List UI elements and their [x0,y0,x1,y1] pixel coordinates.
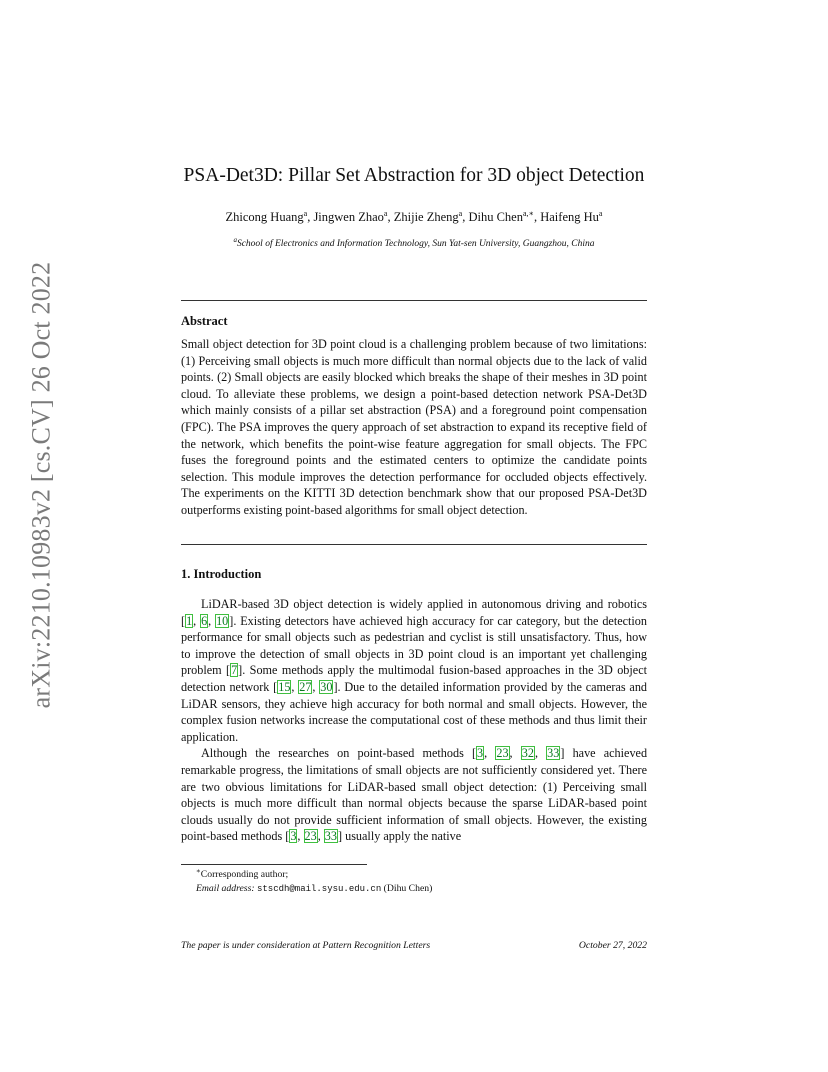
citation-link[interactable]: 32 [521,746,534,761]
citation-group: [15, 27, 30] [273,679,338,694]
arxiv-identifier[interactable]: arXiv:2210.10983v2 [cs.CV] 26 Oct 2022 [26,261,55,709]
footer-date: October 27, 2022 [578,940,647,951]
citation-link[interactable]: 1 [186,613,193,628]
citation-link[interactable]: 7 [231,663,238,678]
abstract-text: Small object detection for 3D point cloud is a challenging problem because of two limitations: (1) Perceiving small objects is much more difficult than normal objects due to the lack of valid points. (2) Small objects are easily blocked which breaks the shape of their meshes in 3D point cloud. To alleviate these problems, we design a point-based detection network PSA-Det3D which mainly consists of a pillar set abstraction (PSA) and a foreground point compensation (FPC). The PSA improves the query approach of set abstraction to expand its receptive field of the network, which benefits the point-wise feature aggregation for small objects. The FPC fuses the foreground points and the estimated centers to optimize the candidate points selection. This module improves the detection performance for occluded objects effectively. The experiments on the KITTI 3D detection benchmark show that our proposed PSA-Det3D outperforms existing point-based algorithms for small object detection. [181,337,647,517]
citation-link[interactable]: 23 [304,829,317,844]
author-2: Jingwen Zhao$^a$, [313,208,394,224]
author-list [0,210,828,225]
citation-group: [3, 23, 32, 33] [471,746,565,761]
footnote [181,868,647,896]
citation-link[interactable]: 15 [278,679,291,694]
arxiv-side-stamp [16,261,66,709]
citation-group: [1, 6, 10] [181,613,234,628]
author-5: Haifeng Hu$^a$ [540,208,603,224]
citation-link[interactable]: 33 [324,829,337,844]
abstract-heading: Abstract [181,314,228,328]
abstract-bottom-rule [181,544,647,545]
citation-link[interactable]: 30 [320,679,333,694]
abstract-top-rule [181,300,647,301]
citation-group: [7] [226,663,243,678]
affiliation: $^a$School of Electronics and Information Technology, Sun Yat-sen University, Guangzhou, China [233,235,595,249]
footnote-corresponding: ∗Corresponding author; [196,866,289,880]
intro-paragraph-1: LiDAR-based 3D object detection is widely applied in autonomous driving and robotics [1, 6, 10]. Existing detectors have achieved high accuracy for car category, but the detection performance for small objects such as pedestrian and cyclist is still unsatisfactory. Thus, how to improve the detection of small objects in 3D point cloud is an important yet challenging problem [7]. Some methods apply the multimodal fusion-based approaches in the 3D object detection network [15, 27, 30]. Due to the detailed information provided by the cameras and LiDAR sensors, they achieve high accuracy for both normal and small objects. However, the complex fusion networks increase the computational cost of these methods and thus limit their application. [181,597,648,744]
footnote-rule [181,864,367,865]
citation-link[interactable]: 10 [216,613,229,628]
author-1: Zhicong Huang$^a$, [225,208,314,224]
section-heading-introduction: 1. Introduction [181,567,262,581]
introduction-body [181,596,647,845]
paper-title: PSA-Det3D: Pillar Set Abstraction for 3D object Detection [183,165,645,186]
citation-link[interactable]: 3 [290,829,297,844]
citation-link[interactable]: 6 [201,613,208,628]
page-footer [181,940,647,951]
footnote-email: Email address: stscdh@mail.sysu.edu.cn (Dihu Chen) [196,883,433,894]
citation-link[interactable]: 3 [477,746,484,761]
intro-paragraph-2: Although the researches on point-based methods [3, 23, 32, 33] have achieved remarkable progress, the limitations of small objects are not sufficiently considered yet. There are two obvious limitations for LiDAR-based small object detection: (1) Perceiving small objects is much more difficult than normal objects because the sparse LiDAR-based point clouds usually do not provide sufficient information of small objects. However, the existing point-based methods [3, 23, 33] usually apply the native [181,746,648,844]
citation-link[interactable]: 27 [299,679,312,694]
author-3: Zhijie Zheng$^a$, [393,208,469,224]
author-4: Dihu Chen$^{a,∗}$, [468,208,541,224]
citation-link[interactable]: 23 [496,746,509,761]
citation-link[interactable]: 33 [547,746,560,761]
email-address[interactable]: stscdh@mail.sysu.edu.cn [257,884,382,894]
journal-note: The paper is under consideration at Pattern Recognition Letters [181,940,431,951]
citation-group: [3, 23, 33] [285,829,343,844]
